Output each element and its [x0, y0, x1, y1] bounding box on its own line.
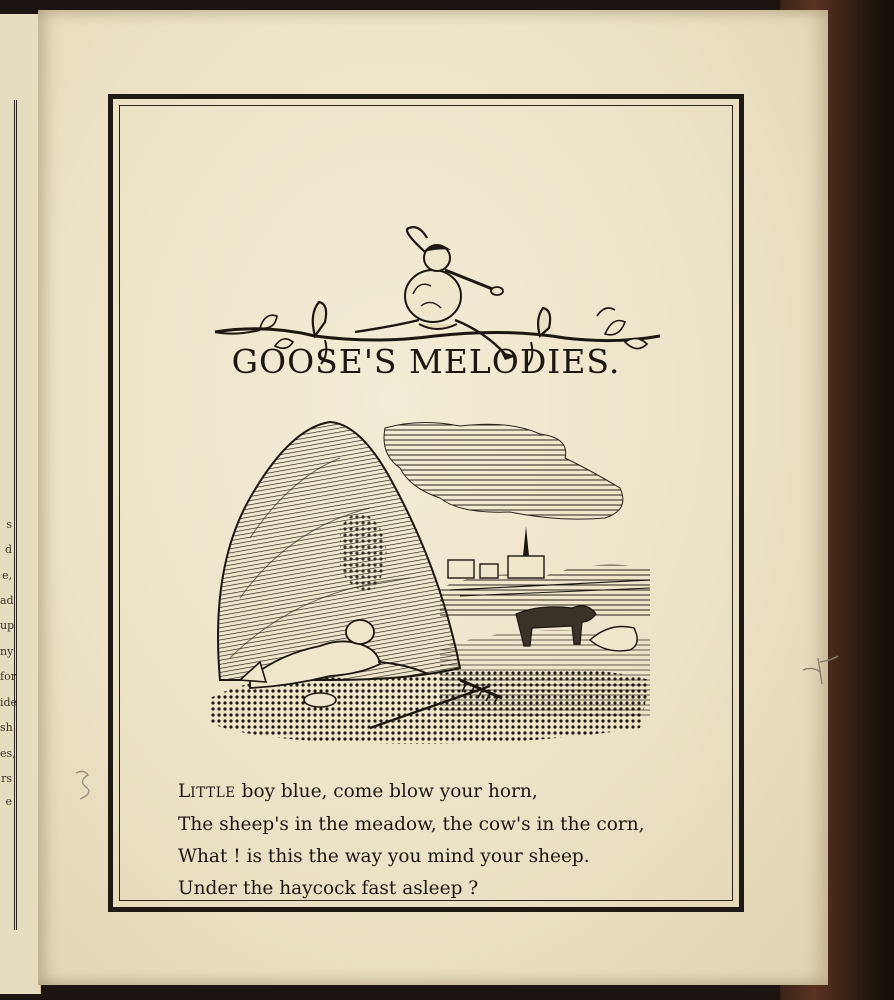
prev-page-text-fragment: d — [4, 543, 12, 556]
verse-line-1 — [178, 776, 718, 809]
page-inner-border — [119, 105, 733, 901]
verse-line-4: Under the haycock fast asleep ? — [178, 878, 479, 899]
page-title: GOOSE'S MELODIES. — [231, 342, 621, 381]
haystack-sleeping-boy-engraving — [210, 418, 650, 748]
prev-page-text-fragment: s — [6, 518, 12, 531]
prev-page-text-fragment: es, — [0, 747, 16, 760]
pencil-mark-left — [68, 765, 108, 815]
verse-initial-cap: L — [178, 781, 191, 802]
verse-line-2: The sheep's in the meadow, the cow's in the corn, — [178, 814, 645, 835]
verse-small-caps: ITTLE — [190, 785, 236, 801]
verse-line-1-text: boy blue, come blow your horn, — [235, 781, 538, 802]
pencil-mark-right — [798, 650, 848, 690]
prev-page-text-fragment: ad — [0, 594, 14, 607]
verse-stanza — [178, 776, 718, 905]
prev-page-text-fragment: sh. — [0, 721, 17, 734]
prev-page-text-fragment: e — [5, 795, 12, 808]
prev-page-text-fragment: e, — [1, 569, 12, 582]
prev-page-text-fragment: ide — [0, 696, 18, 709]
prev-page-text-fragment: ny — [0, 645, 14, 658]
prev-page-text-fragment: rs — [1, 772, 12, 785]
prev-page-text-fragment: for — [0, 670, 16, 683]
book-page — [38, 10, 828, 985]
prev-page-text-fragment: up — [0, 619, 15, 632]
previous-page-edge — [0, 14, 41, 994]
verse-line-3: What ! is this the way you mind your sheep. — [178, 846, 590, 867]
page-border-frame — [108, 94, 744, 912]
